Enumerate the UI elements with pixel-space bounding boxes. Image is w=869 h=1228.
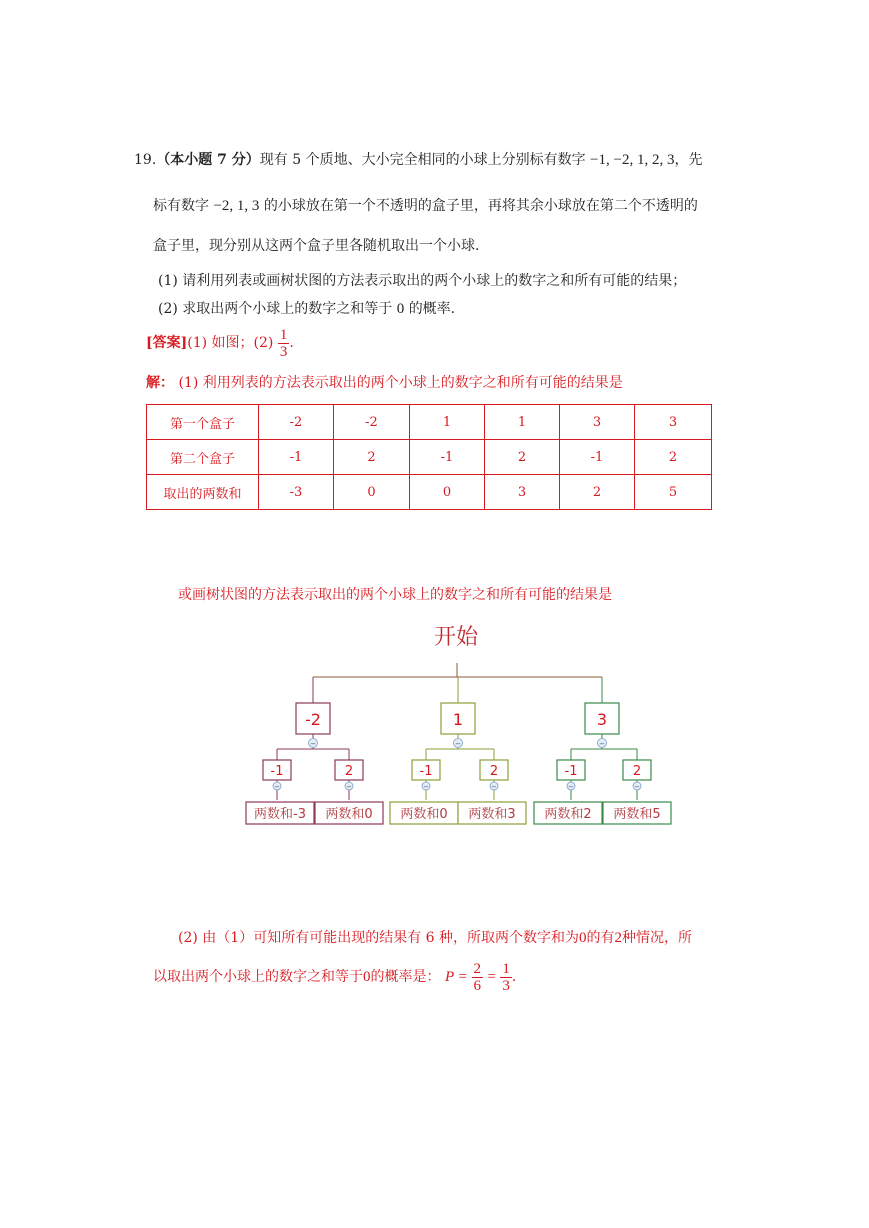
fraction-numerator: 1	[279, 326, 288, 343]
table-cell: 2	[635, 440, 712, 475]
question-numbers: −2, 1, 3	[213, 198, 260, 214]
question-text: (2) 求取出两个小球上的数字之和等于	[158, 301, 393, 317]
tree-level2-label: 2	[632, 764, 642, 779]
table-row-header: 第二个盒子	[147, 440, 259, 475]
table-cell: -1	[410, 440, 485, 475]
fraction-denominator: 3	[279, 343, 288, 360]
tree-level1-label: 3	[596, 710, 608, 729]
question-line-3: 盒子里，现分别从这两个盒子里各随机取出一个小球.	[153, 238, 480, 254]
table-cell: -2	[334, 405, 410, 440]
tree-connector-symbol: −	[568, 783, 574, 791]
tree-level1-label: 1	[452, 710, 464, 729]
tree-level2-label: 2	[344, 764, 354, 779]
math-zero: 0	[396, 301, 405, 317]
part2-text: (2) 由（1）可知所有可能出现的结果有 6 种，所取两个数字和为	[178, 930, 579, 946]
question-text: ，先	[674, 152, 703, 168]
solution-label: 解：	[146, 375, 174, 391]
table-cell: -3	[259, 475, 334, 510]
tree-connector-symbol: −	[310, 740, 316, 748]
table-cell: 0	[410, 475, 485, 510]
table-cell: 5	[635, 475, 712, 510]
math-two: 2	[614, 930, 622, 946]
math-zero: 0	[579, 930, 587, 946]
table-cell: 3	[485, 475, 560, 510]
fraction-numerator: 1	[502, 960, 510, 977]
table-cell: -1	[259, 440, 334, 475]
table-cell: 2	[560, 475, 635, 510]
tree-connector-symbol: −	[274, 783, 280, 791]
part2-line-2	[153, 955, 516, 999]
tree-level2-label: 2	[489, 764, 499, 779]
question-text: 的概率.	[408, 301, 456, 317]
table-row-header: 第一个盒子	[147, 405, 259, 440]
fraction-denominator: 3	[502, 977, 510, 994]
equals-sign: =	[458, 969, 468, 985]
tree-result-label: 两数和-3	[254, 807, 306, 822]
probability-symbol: P	[444, 969, 455, 985]
table-cell: 3	[635, 405, 712, 440]
table-cell: 2	[485, 440, 560, 475]
answer-label: [答案]	[146, 335, 188, 351]
part2-text: 以取出两个小球上的数字之和等于	[153, 969, 363, 985]
equals-sign: =	[487, 969, 496, 985]
table-cell: 0	[334, 475, 410, 510]
tree-connector-symbol: −	[455, 740, 461, 748]
tree-intro: 或画树状图的方法表示取出的两个小球上的数字之和所有可能的结果是	[178, 587, 612, 603]
final-period: .	[511, 969, 517, 985]
part2-text: 种情况，所	[622, 930, 692, 946]
question-text: 现有 5 个质地、大小完全相同的小球上分别标有数字	[259, 152, 586, 168]
part2-line-1	[178, 928, 692, 948]
tree-result-label: 两数和2	[544, 807, 592, 822]
question-part-1: (1) 请利用列表或画树状图的方法表示取出的两个小球上的数字之和所有可能的结果；	[158, 273, 687, 289]
table-cell: 1	[485, 405, 560, 440]
table-cell: 1	[410, 405, 485, 440]
fraction-numerator: 2	[473, 960, 481, 977]
table-row-header: 取出的两数和	[147, 475, 259, 510]
question-number: 19.	[134, 152, 157, 168]
fraction-denominator: 6	[473, 977, 481, 994]
part2-text: 的概率是：	[370, 969, 441, 985]
tree-result-label: 两数和0	[325, 807, 373, 822]
answer-period: .	[289, 335, 294, 351]
question-text: 标有数字	[153, 198, 209, 214]
tree-connector-symbol: −	[491, 783, 497, 791]
tree-level2-label: -1	[270, 764, 284, 779]
tree-level1-label: -2	[305, 710, 321, 729]
solution-text: (1) 利用列表的方法表示取出的两个小球上的数字之和所有可能的结果是	[178, 375, 623, 391]
tree-level2-label: -1	[419, 764, 433, 779]
tree-connector-symbol: −	[423, 783, 429, 791]
tree-start-label: 开始	[433, 625, 478, 650]
tree-connector-symbol: −	[346, 783, 352, 791]
fraction-2-6	[472, 961, 484, 994]
question-points: （本小题 7 分）	[156, 152, 260, 168]
question-numbers: −1, −2, 1, 2, 3	[590, 152, 675, 168]
table-cell: -2	[259, 405, 334, 440]
math-zero: 0	[363, 969, 371, 985]
tree-connector-symbol: −	[599, 740, 605, 748]
tree-result-label: 两数和0	[400, 807, 448, 822]
tree-connector-symbol: −	[634, 783, 640, 791]
table-cell: 2	[334, 440, 410, 475]
fraction-1-3	[500, 961, 512, 994]
table-cell: 3	[560, 405, 635, 440]
table-cell: -1	[560, 440, 635, 475]
question-text: 的小球放在第一个不透明的盒子里，再将其余小球放在第二个不透明的	[263, 198, 698, 214]
tree-level2-label: -1	[564, 764, 578, 779]
part2-text: 的有	[586, 930, 615, 946]
answer-text: (1) 如图；(2)	[187, 335, 274, 351]
tree-result-label: 两数和5	[613, 807, 661, 822]
tree-result-label: 两数和3	[468, 807, 516, 822]
